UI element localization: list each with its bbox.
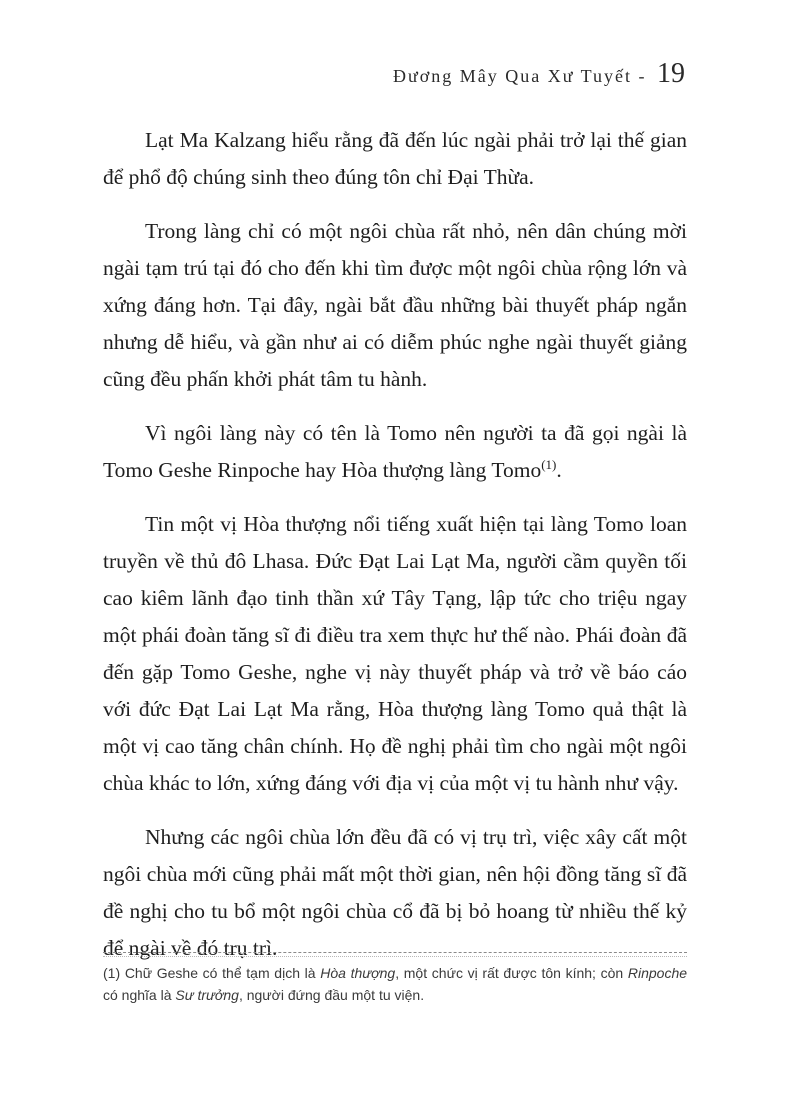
- footnote-term-rinpoche: Rinpoche: [627, 965, 688, 981]
- footnote: [103, 962, 687, 1006]
- footnote-text-1: Chữ Geshe có thể tạm dịch là: [124, 965, 316, 981]
- running-head-separator: -: [638, 66, 647, 86]
- paragraph-1: Lạt Ma Kalzang hiểu rằng đã đến lúc ngài phải trở lại thế gian để phổ độ chúng sinh theo đúng tôn chỉ Đại Thừa.: [103, 128, 687, 189]
- footnote-text-4: , người đứng đầu một tu viện.: [238, 987, 425, 1003]
- body-text: [103, 122, 687, 984]
- paragraph-2: Trong làng chỉ có một ngôi chùa rất nhỏ, nên dân chúng mời ngài tạm trú tại đó cho đến khi tìm được một ngôi chùa rộng lớn và xứng đáng hơn. Tại đây, ngài bắt đầu những bài thuyết pháp ngắn nhưng dễ hiểu, và gần như ai có diễm phúc nghe ngài thuyết giảng cũng đều phấn khởi phát tâm tu hành.: [103, 219, 687, 391]
- paragraph-5: Nhưng các ngôi chùa lớn đều đã có vị trụ trì, việc xây cất một ngôi chùa mới cũng phải mất một thời gian, nên hội đồng tăng sĩ đã đề nghị cho tu bổ một ngôi chùa cổ đã bị bỏ hoang từ nhiều thế kỷ để ngài về đó trụ trì.: [103, 825, 687, 960]
- footnote-reference: (1): [541, 456, 557, 472]
- footnote-divider: [103, 952, 687, 953]
- footnote-term-hoa-thuong: Hòa thượng: [320, 965, 396, 981]
- paragraph-3-text: Vì ngôi làng này có tên là Tomo nên người ta đã gọi ngài là Tomo Geshe Rinpoche hay Hòa thượng làng Tomo: [103, 421, 687, 482]
- paragraph-3-end: .: [556, 458, 562, 482]
- footnote-text-2: , một chức vị rất được tôn kính; còn: [395, 965, 624, 981]
- footnote-divider-secondary: [103, 956, 687, 957]
- paragraph-3: [103, 415, 687, 489]
- footnote-marker: (1): [103, 965, 121, 981]
- paragraph-4: Tin một vị Hòa thượng nổi tiếng xuất hiện tại làng Tomo loan truyền về thủ đô Lhasa. Đức Đạt Lai Lạt Ma, người cầm quyền tối cao kiêm lãnh đạo tinh thần xứ Tây Tạng, lập tức cho triệu ngay một phái đoàn tăng sĩ đi điều tra xem thực hư thế nào. Phái đoàn đã đến gặp Tomo Geshe, nghe vị này thuyết pháp và trở về báo cáo với đức Đạt Lai Lạt Ma rằng, Hòa thượng làng Tomo quả thật là một vị cao tăng chân chính. Họ đề nghị phải tìm cho ngài một ngôi chùa khác to lớn, xứng đáng với địa vị của một vị tu hành như vậy.: [103, 512, 687, 795]
- running-title: Đương Mây Qua Xư Tuyết: [392, 66, 632, 86]
- running-head: [393, 58, 685, 90]
- page-number: 19: [657, 58, 685, 89]
- footnote-term-su-truong: Sư trưởng: [175, 987, 239, 1003]
- footnote-text-3: có nghĩa là: [103, 987, 172, 1003]
